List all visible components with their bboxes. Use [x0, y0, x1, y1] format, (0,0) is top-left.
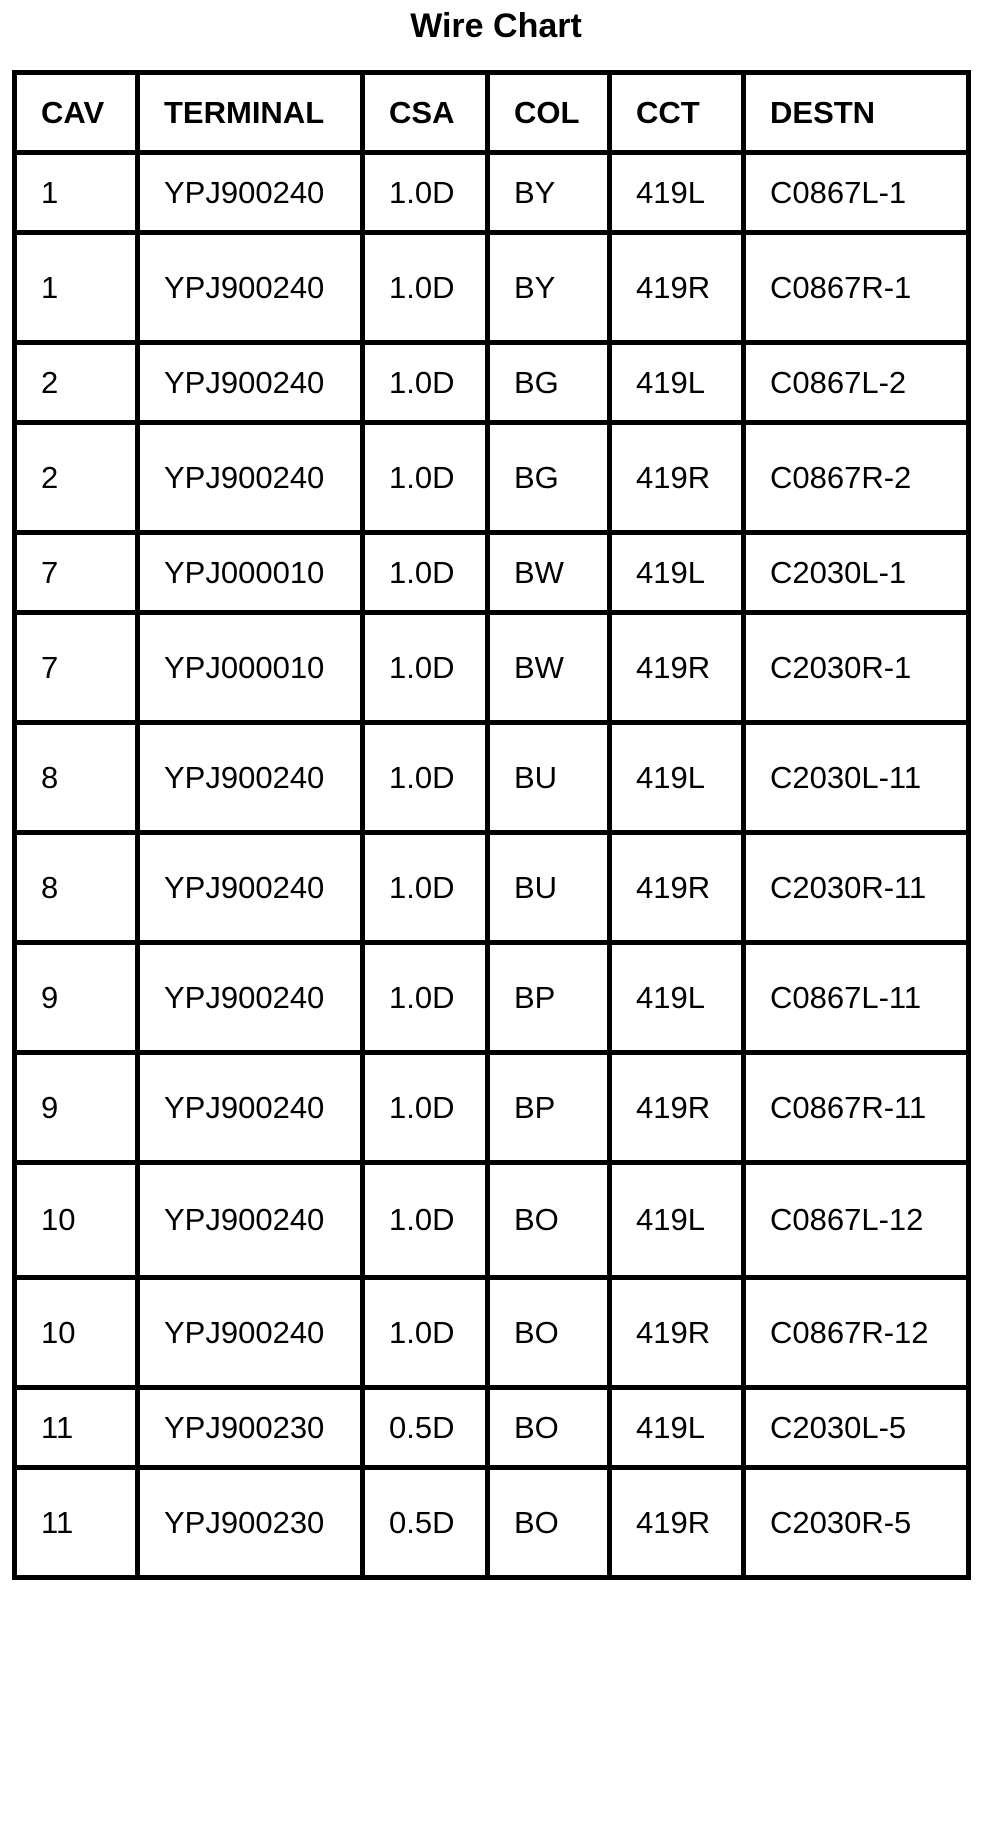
- cell-terminal: YPJ900240: [138, 723, 363, 833]
- cell-col: BO: [488, 1388, 610, 1468]
- table-row: [15, 1468, 969, 1578]
- cell-destn: C2030R-5: [744, 1468, 969, 1578]
- cell-col: BW: [488, 613, 610, 723]
- cell-cct: 419R: [610, 423, 744, 533]
- header-cct: CCT: [610, 73, 744, 153]
- cell-cav: 10: [15, 1163, 138, 1278]
- cell-col: BG: [488, 423, 610, 533]
- cell-cct: 419L: [610, 1163, 744, 1278]
- cell-cav: 1: [15, 233, 138, 343]
- cell-cct: 419L: [610, 343, 744, 423]
- wire-chart-table: [12, 70, 971, 1580]
- cell-terminal: YPJ900240: [138, 423, 363, 533]
- cell-cav: 8: [15, 833, 138, 943]
- cell-cav: 2: [15, 343, 138, 423]
- page-title: Wire Chart: [410, 7, 582, 45]
- cell-csa: 1.0D: [363, 833, 488, 943]
- cell-cct: 419R: [610, 233, 744, 343]
- cell-csa: 1.0D: [363, 343, 488, 423]
- cell-terminal: YPJ000010: [138, 533, 363, 613]
- cell-csa: 1.0D: [363, 1163, 488, 1278]
- cell-cct: 419L: [610, 723, 744, 833]
- cell-terminal: YPJ900240: [138, 1163, 363, 1278]
- cell-csa: 1.0D: [363, 943, 488, 1053]
- cell-terminal: YPJ900230: [138, 1388, 363, 1468]
- cell-destn: C0867L-2: [744, 343, 969, 423]
- cell-csa: 0.5D: [363, 1468, 488, 1578]
- cell-cct: 419R: [610, 613, 744, 723]
- cell-destn: C0867R-2: [744, 423, 969, 533]
- cell-cav: 7: [15, 533, 138, 613]
- header-csa: CSA: [363, 73, 488, 153]
- header-terminal: TERMINAL: [138, 73, 363, 153]
- cell-col: BW: [488, 533, 610, 613]
- table-row: [15, 1278, 969, 1388]
- table-row: [15, 943, 969, 1053]
- cell-terminal: YPJ900240: [138, 1278, 363, 1388]
- cell-destn: C2030L-5: [744, 1388, 969, 1468]
- cell-col: BY: [488, 233, 610, 343]
- cell-destn: C2030L-11: [744, 723, 969, 833]
- cell-col: BU: [488, 723, 610, 833]
- table-header-row: [15, 73, 969, 153]
- cell-col: BG: [488, 343, 610, 423]
- cell-col: BO: [488, 1278, 610, 1388]
- cell-cct: 419R: [610, 1468, 744, 1578]
- cell-terminal: YPJ000010: [138, 613, 363, 723]
- cell-col: BP: [488, 1053, 610, 1163]
- cell-csa: 1.0D: [363, 233, 488, 343]
- cell-col: BO: [488, 1468, 610, 1578]
- cell-csa: 1.0D: [363, 1053, 488, 1163]
- cell-destn: C0867R-12: [744, 1278, 969, 1388]
- table-row: [15, 833, 969, 943]
- cell-csa: 1.0D: [363, 613, 488, 723]
- cell-col: BO: [488, 1163, 610, 1278]
- cell-destn: C0867L-11: [744, 943, 969, 1053]
- table-row: [15, 1388, 969, 1468]
- cell-csa: 0.5D: [363, 1388, 488, 1468]
- table-row: [15, 153, 969, 233]
- cell-destn: C2030R-11: [744, 833, 969, 943]
- cell-cav: 8: [15, 723, 138, 833]
- cell-cav: 10: [15, 1278, 138, 1388]
- cell-col: BU: [488, 833, 610, 943]
- table-row: [15, 723, 969, 833]
- cell-csa: 1.0D: [363, 153, 488, 233]
- table-body: [15, 153, 969, 1578]
- cell-csa: 1.0D: [363, 423, 488, 533]
- cell-cav: 9: [15, 943, 138, 1053]
- cell-destn: C0867L-12: [744, 1163, 969, 1278]
- table-row: [15, 233, 969, 343]
- cell-csa: 1.0D: [363, 723, 488, 833]
- cell-destn: C0867L-1: [744, 153, 969, 233]
- cell-terminal: YPJ900240: [138, 833, 363, 943]
- cell-cct: 419R: [610, 1053, 744, 1163]
- cell-cav: 2: [15, 423, 138, 533]
- cell-cav: 9: [15, 1053, 138, 1163]
- table-row: [15, 1053, 969, 1163]
- table-row: [15, 533, 969, 613]
- cell-cav: 1: [15, 153, 138, 233]
- cell-destn: C2030R-1: [744, 613, 969, 723]
- header-col: COL: [488, 73, 610, 153]
- cell-csa: 1.0D: [363, 1278, 488, 1388]
- cell-destn: C0867R-1: [744, 233, 969, 343]
- cell-terminal: YPJ900240: [138, 233, 363, 343]
- cell-cav: 7: [15, 613, 138, 723]
- cell-terminal: YPJ900240: [138, 343, 363, 423]
- table-row: [15, 423, 969, 533]
- cell-cav: 11: [15, 1468, 138, 1578]
- table-row: [15, 1163, 969, 1278]
- cell-csa: 1.0D: [363, 533, 488, 613]
- cell-destn: C2030L-1: [744, 533, 969, 613]
- cell-col: BP: [488, 943, 610, 1053]
- cell-cct: 419L: [610, 533, 744, 613]
- cell-destn: C0867R-11: [744, 1053, 969, 1163]
- header-destn: DESTN: [744, 73, 969, 153]
- cell-cct: 419L: [610, 153, 744, 233]
- cell-terminal: YPJ900230: [138, 1468, 363, 1578]
- cell-cct: 419R: [610, 833, 744, 943]
- cell-terminal: YPJ900240: [138, 153, 363, 233]
- cell-terminal: YPJ900240: [138, 943, 363, 1053]
- cell-cav: 11: [15, 1388, 138, 1468]
- cell-col: BY: [488, 153, 610, 233]
- table-row: [15, 613, 969, 723]
- cell-cct: 419R: [610, 1278, 744, 1388]
- cell-terminal: YPJ900240: [138, 1053, 363, 1163]
- table-row: [15, 343, 969, 423]
- cell-cct: 419L: [610, 943, 744, 1053]
- cell-cct: 419L: [610, 1388, 744, 1468]
- header-cav: CAV: [15, 73, 138, 153]
